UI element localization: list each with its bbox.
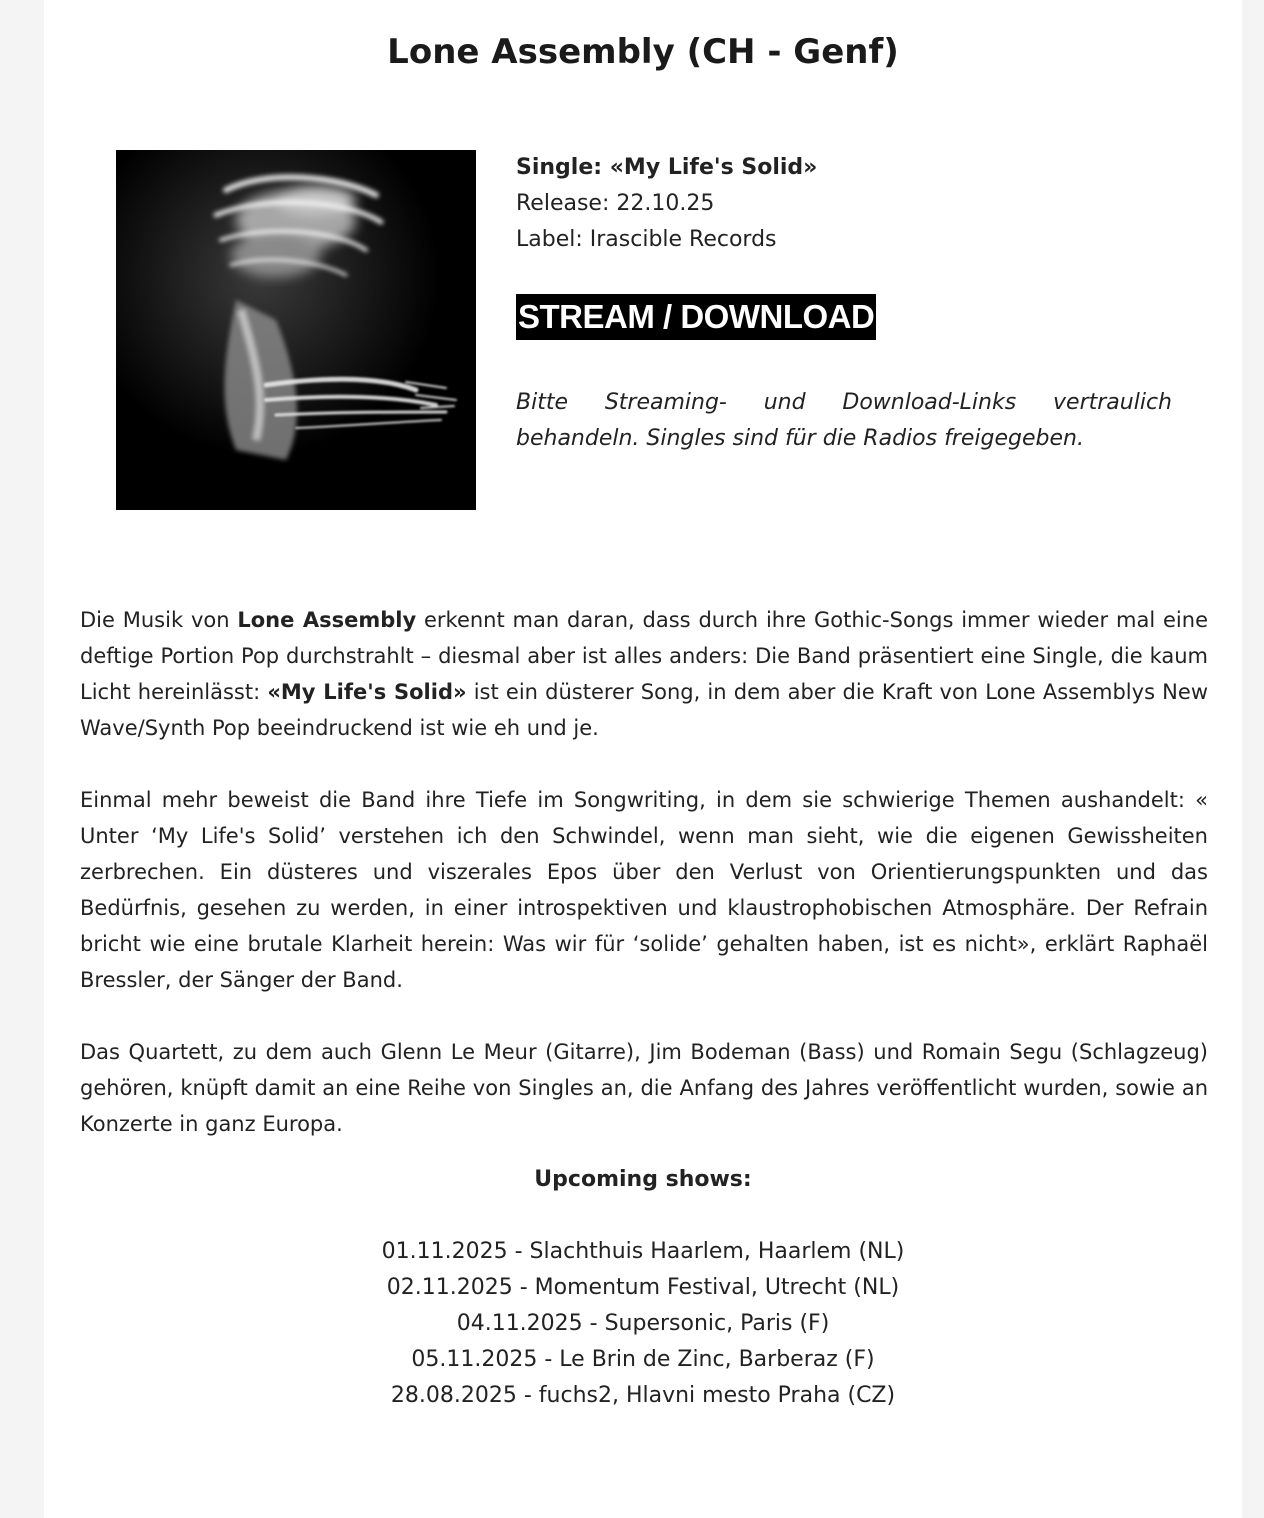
song-name: «My Life's Solid» [267, 680, 467, 704]
paragraph-text: erkennt man daran, dass durch ihre Gothic-Songs immer wieder mal eine deftige Portion Pop durchstrahlt – diesmal aber ist alles anders: Die Band präsentiert eine Single, die kaum Licht hereinlässt: [80, 608, 1208, 704]
paragraph-quote: Einmal mehr beweist die Band ihre Tiefe im Songwriting, in dem sie schwierige Themen aushandelt: « Unter ‘My Life's Solid’ verstehen ich den Schwindel, wenn man sieht, wie die eigenen Gewissheiten zerbrechen. Ein düsteres und viszerales Epos über den Verlust von Orientierungspunkten und das Bedürfnis, gesehen zu werden, in einer introspektiven und klaustrophobischen Atmosphäre. Der Refrain bricht wie eine brutale Klarheit herein: Was wir für ‘solide’ gehalten haben, ist es nicht», erklärt Raphaël Bressler, der Sänger der Band. [80, 788, 1208, 992]
show-item: 01.11.2025 - Slachthuis Haarlem, Haarlem (NL) [381, 1239, 905, 1264]
article-body [80, 602, 1208, 1178]
show-item: 04.11.2025 - Supersonic, Paris (F) [456, 1311, 830, 1336]
stream-download-button[interactable]: STREAM / DOWNLOAD [516, 294, 876, 340]
release-date: Release: 22.10.25 [516, 191, 715, 216]
show-item: 02.11.2025 - Momentum Festival, Utrecht (NL) [386, 1275, 900, 1300]
release-info [516, 150, 1206, 258]
shows-list [44, 1234, 1242, 1414]
show-item: 05.11.2025 - Le Brin de Zinc, Barberaz (F) [411, 1347, 875, 1372]
paragraph-intro [80, 602, 1208, 746]
paragraph-lineup: Das Quartett, zu dem auch Glenn Le Meur (Gitarre), Jim Bodeman (Bass) und Romain Segu (Schlagzeug) gehören, knüpft damit an eine Reihe von Singles an, die Anfang des Jahres veröffentlicht wurden, sowie an Konzerte in ganz Europa. [80, 1040, 1208, 1136]
band-name: Lone Assembly [237, 608, 417, 632]
page-title: Lone Assembly (CH - Genf) [387, 32, 899, 72]
upcoming-shows-heading: Upcoming shows: [534, 1167, 752, 1192]
confidentiality-notice: Bitte Streaming- und Download-Links vertraulich behandeln. Singles sind für die Radios freigegeben. [516, 390, 1172, 451]
single-cover-image [116, 150, 476, 510]
press-release-page [44, 0, 1242, 1518]
show-item: 28.08.2025 - fuchs2, Hlavni mesto Praha (CZ) [390, 1383, 896, 1408]
paragraph-text: ist ein düsterer Song, in dem aber die Kraft von Lone Assemblys New Wave/Synth Pop beeindruckend ist wie eh und je. [80, 680, 1208, 740]
single-title: Single: «My Life's Solid» [516, 155, 818, 180]
record-label: Label: Irascible Records [516, 227, 777, 252]
paragraph-text: Die Musik von [80, 608, 238, 632]
